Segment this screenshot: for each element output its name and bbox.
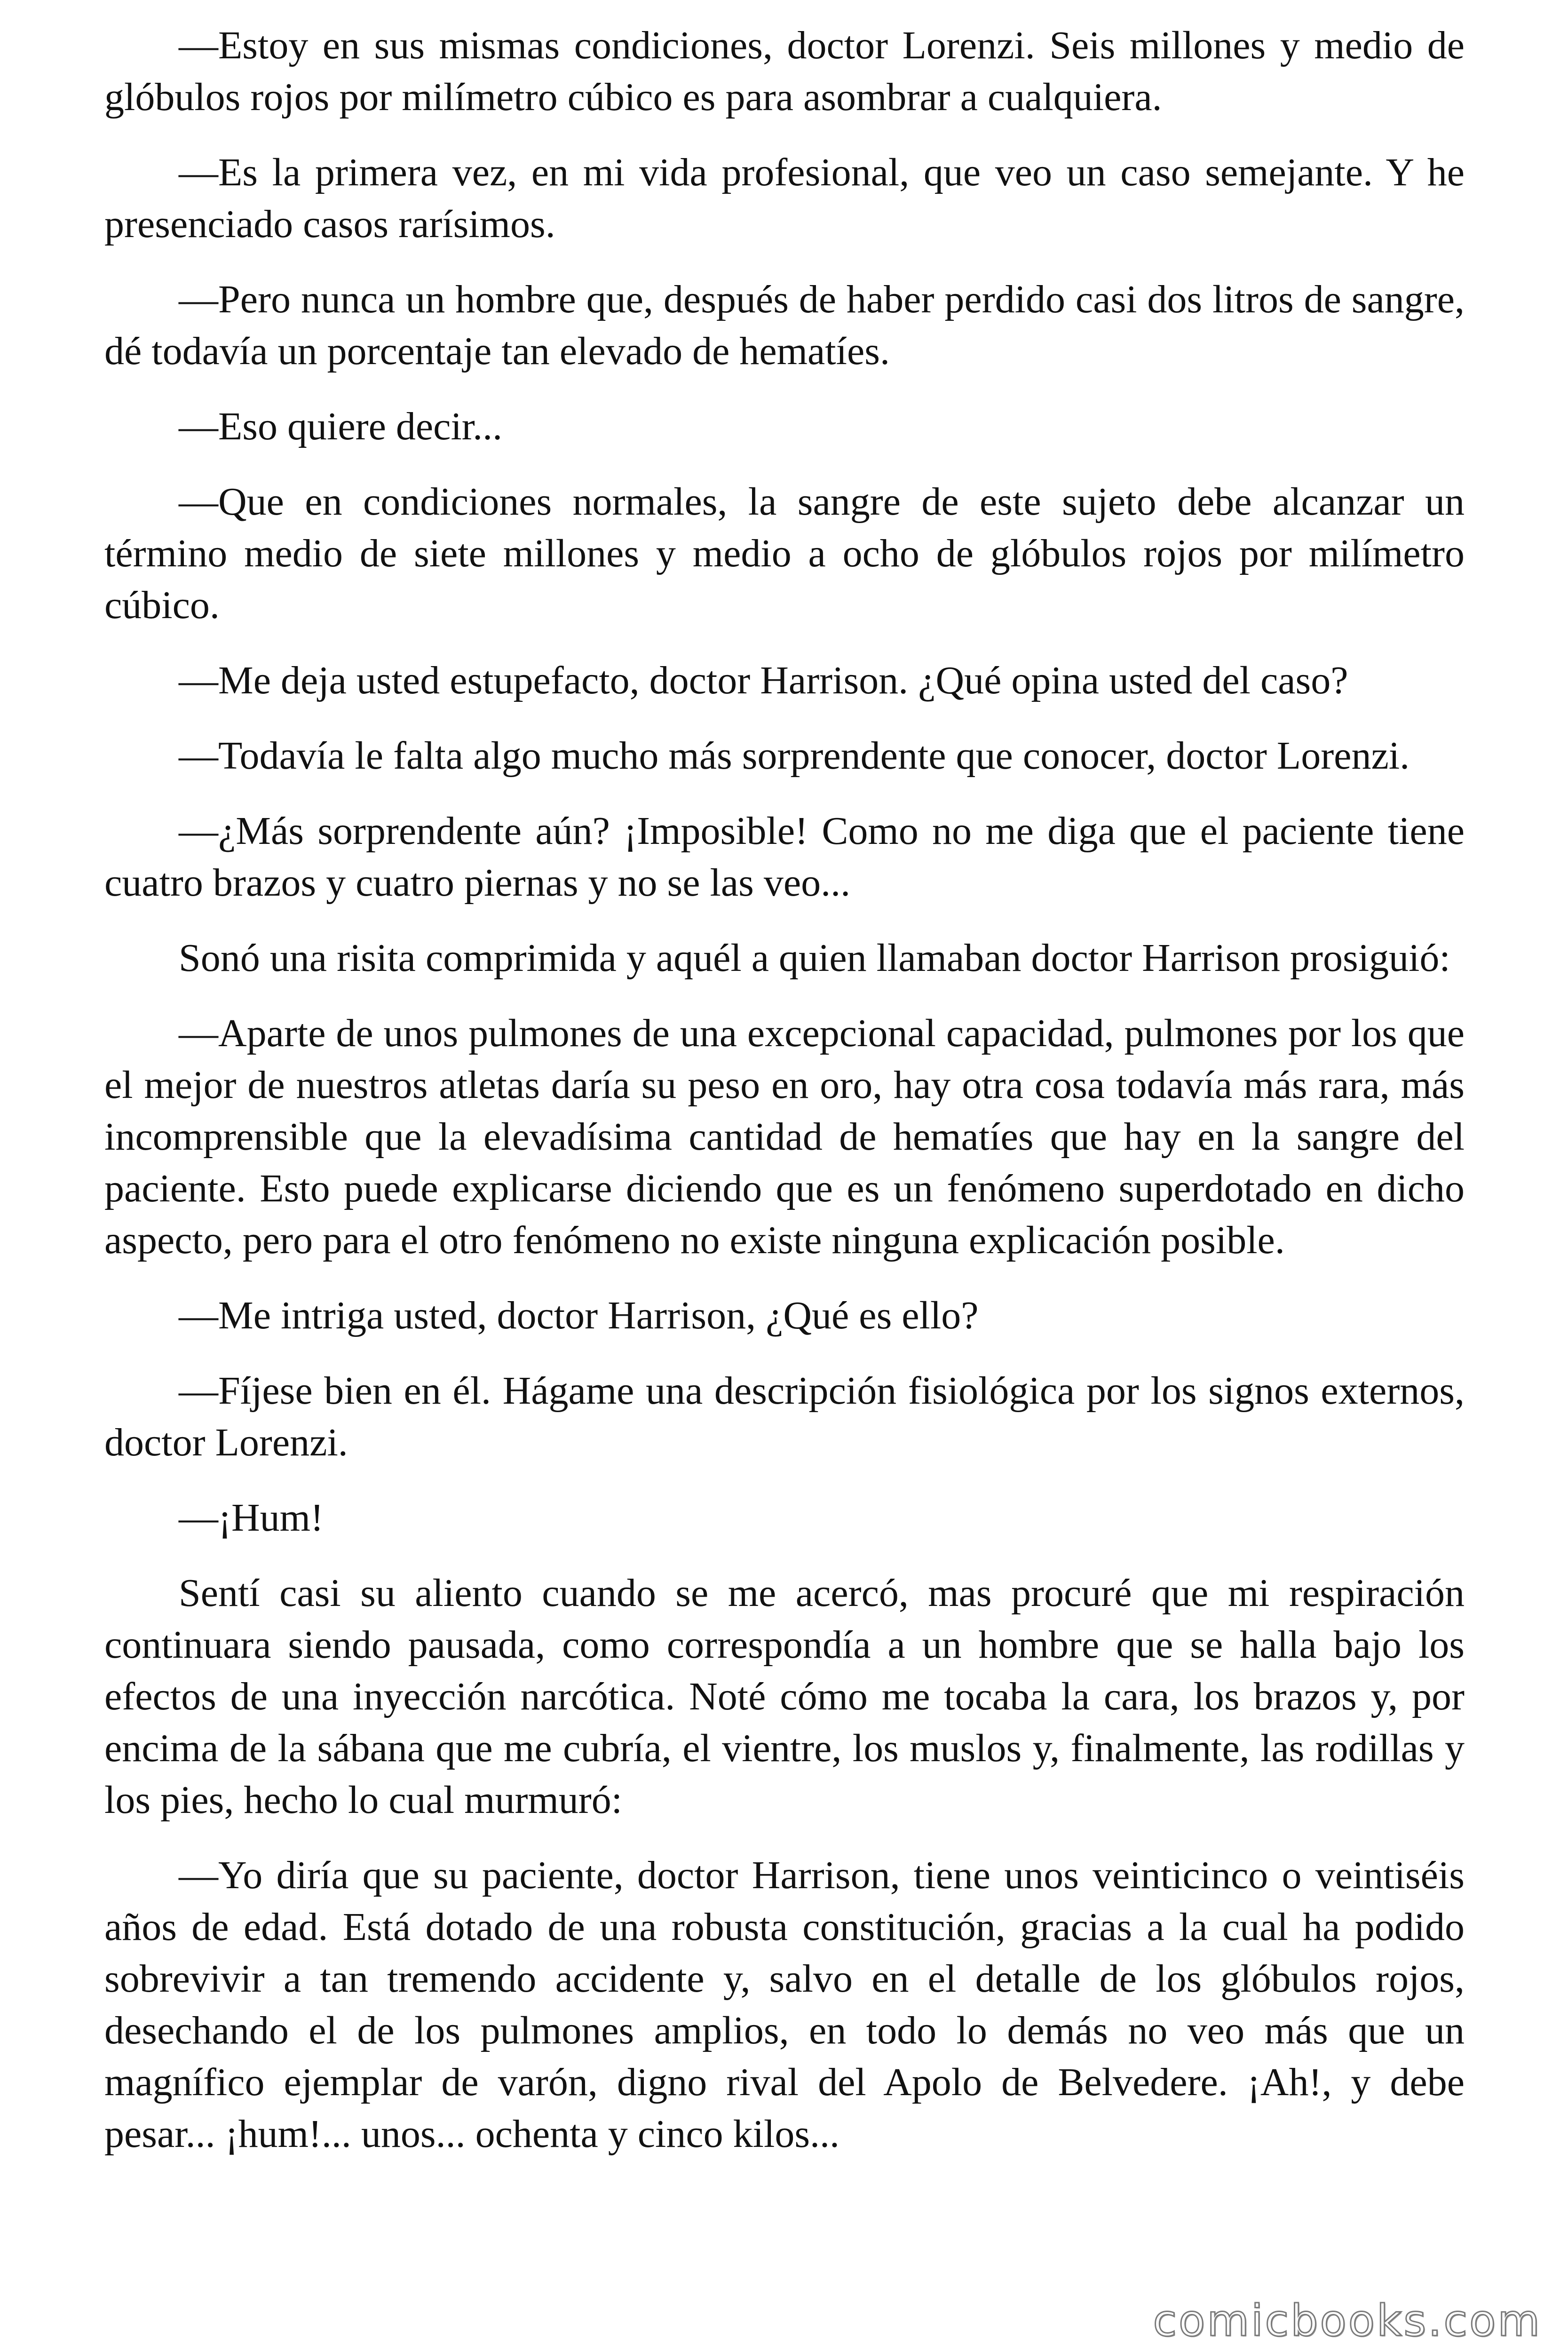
paragraph: —Me intriga usted, doctor Harrison, ¿Qué es ello? [179, 1294, 979, 1337]
paragraph: —Es la primera vez, en mi vida profesional, que veo un caso semejante. Y he presenciado casos rarísimos. [104, 151, 1465, 246]
paragraph: Sentí casi su aliento cuando se me acercó, mas procuré que mi respiración continuara siendo pausada, como correspondía a un hombre que se halla bajo los efectos de una inyección narcótica. Noté cómo me tocaba la cara, los brazos y, por encima de la sábana que me cubría, el vientre, los muslos y, finalmente, las rodillas y los pies, hecho lo cual murmuró: [104, 1571, 1465, 1822]
paragraph: —Eso quiere decir... [179, 405, 503, 448]
paragraph: —Yo diría que su paciente, doctor Harrison, tiene unos veinticinco o veintiséis años de edad. Está dotado de una robusta constitución, gracias a la cual ha podido sobrevivir a tan tremendo accidente y, salvo en el detalle de los glóbulos rojos, desechando el de los pulmones amplios, en todo lo demás no veo más que un magnífico ejemplar de varón, digno rival del Apolo de Belvedere. ¡Ah!, y debe pesar... ¡hum!... unos... ochenta y cinco kilos... [104, 1853, 1465, 2156]
paragraph: —Pero nunca un hombre que, después de haber perdido casi dos litros de sangre, dé todavía un porcentaje tan elevado de hematíes. [104, 278, 1465, 373]
paragraph: —Me deja usted estupefacto, doctor Harrison. ¿Qué opina usted del caso? [179, 659, 1348, 702]
paragraph: —Todavía le falta algo mucho más sorprendente que conocer, doctor Lorenzi. [179, 734, 1410, 778]
watermark: comicbooks.com [1153, 2296, 1542, 2346]
paragraph: —Fíjese bien en él. Hágame una descripción fisiológica por los signos externos, doctor Lorenzi. [104, 1369, 1465, 1464]
paragraph: —Que en condiciones normales, la sangre de este sujeto debe alcanzar un término medio de siete millones y medio a ocho de glóbulos rojos por milímetro cúbico. [104, 480, 1465, 627]
paragraph: —Aparte de unos pulmones de una excepcional capacidad, pulmones por los que el mejor de nuestros atletas daría su peso en oro, hay otra cosa todavía más rara, más incomprensible que la elevadísima cantidad de hematíes que hay en la sangre del paciente. Esto puede explicarse diciendo que es un fenómeno superdotado en dicho aspecto, pero para el otro fenómeno no existe ninguna explicación posible. [104, 1011, 1465, 1262]
paragraph: —¡Hum! [179, 1496, 324, 1540]
paragraph: —Estoy en sus mismas condiciones, doctor Lorenzi. Seis millones y medio de glóbulos rojos por milímetro cúbico es para asombrar a cualquiera. [104, 24, 1465, 119]
paragraph: Sonó una risita comprimida y aquél a quien llamaban doctor Harrison prosiguió: [179, 936, 1450, 980]
paragraph: —¿Más sorprendente aún? ¡Imposible! Como no me diga que el paciente tiene cuatro brazos y cuatro piernas y no se las veo... [104, 809, 1465, 905]
